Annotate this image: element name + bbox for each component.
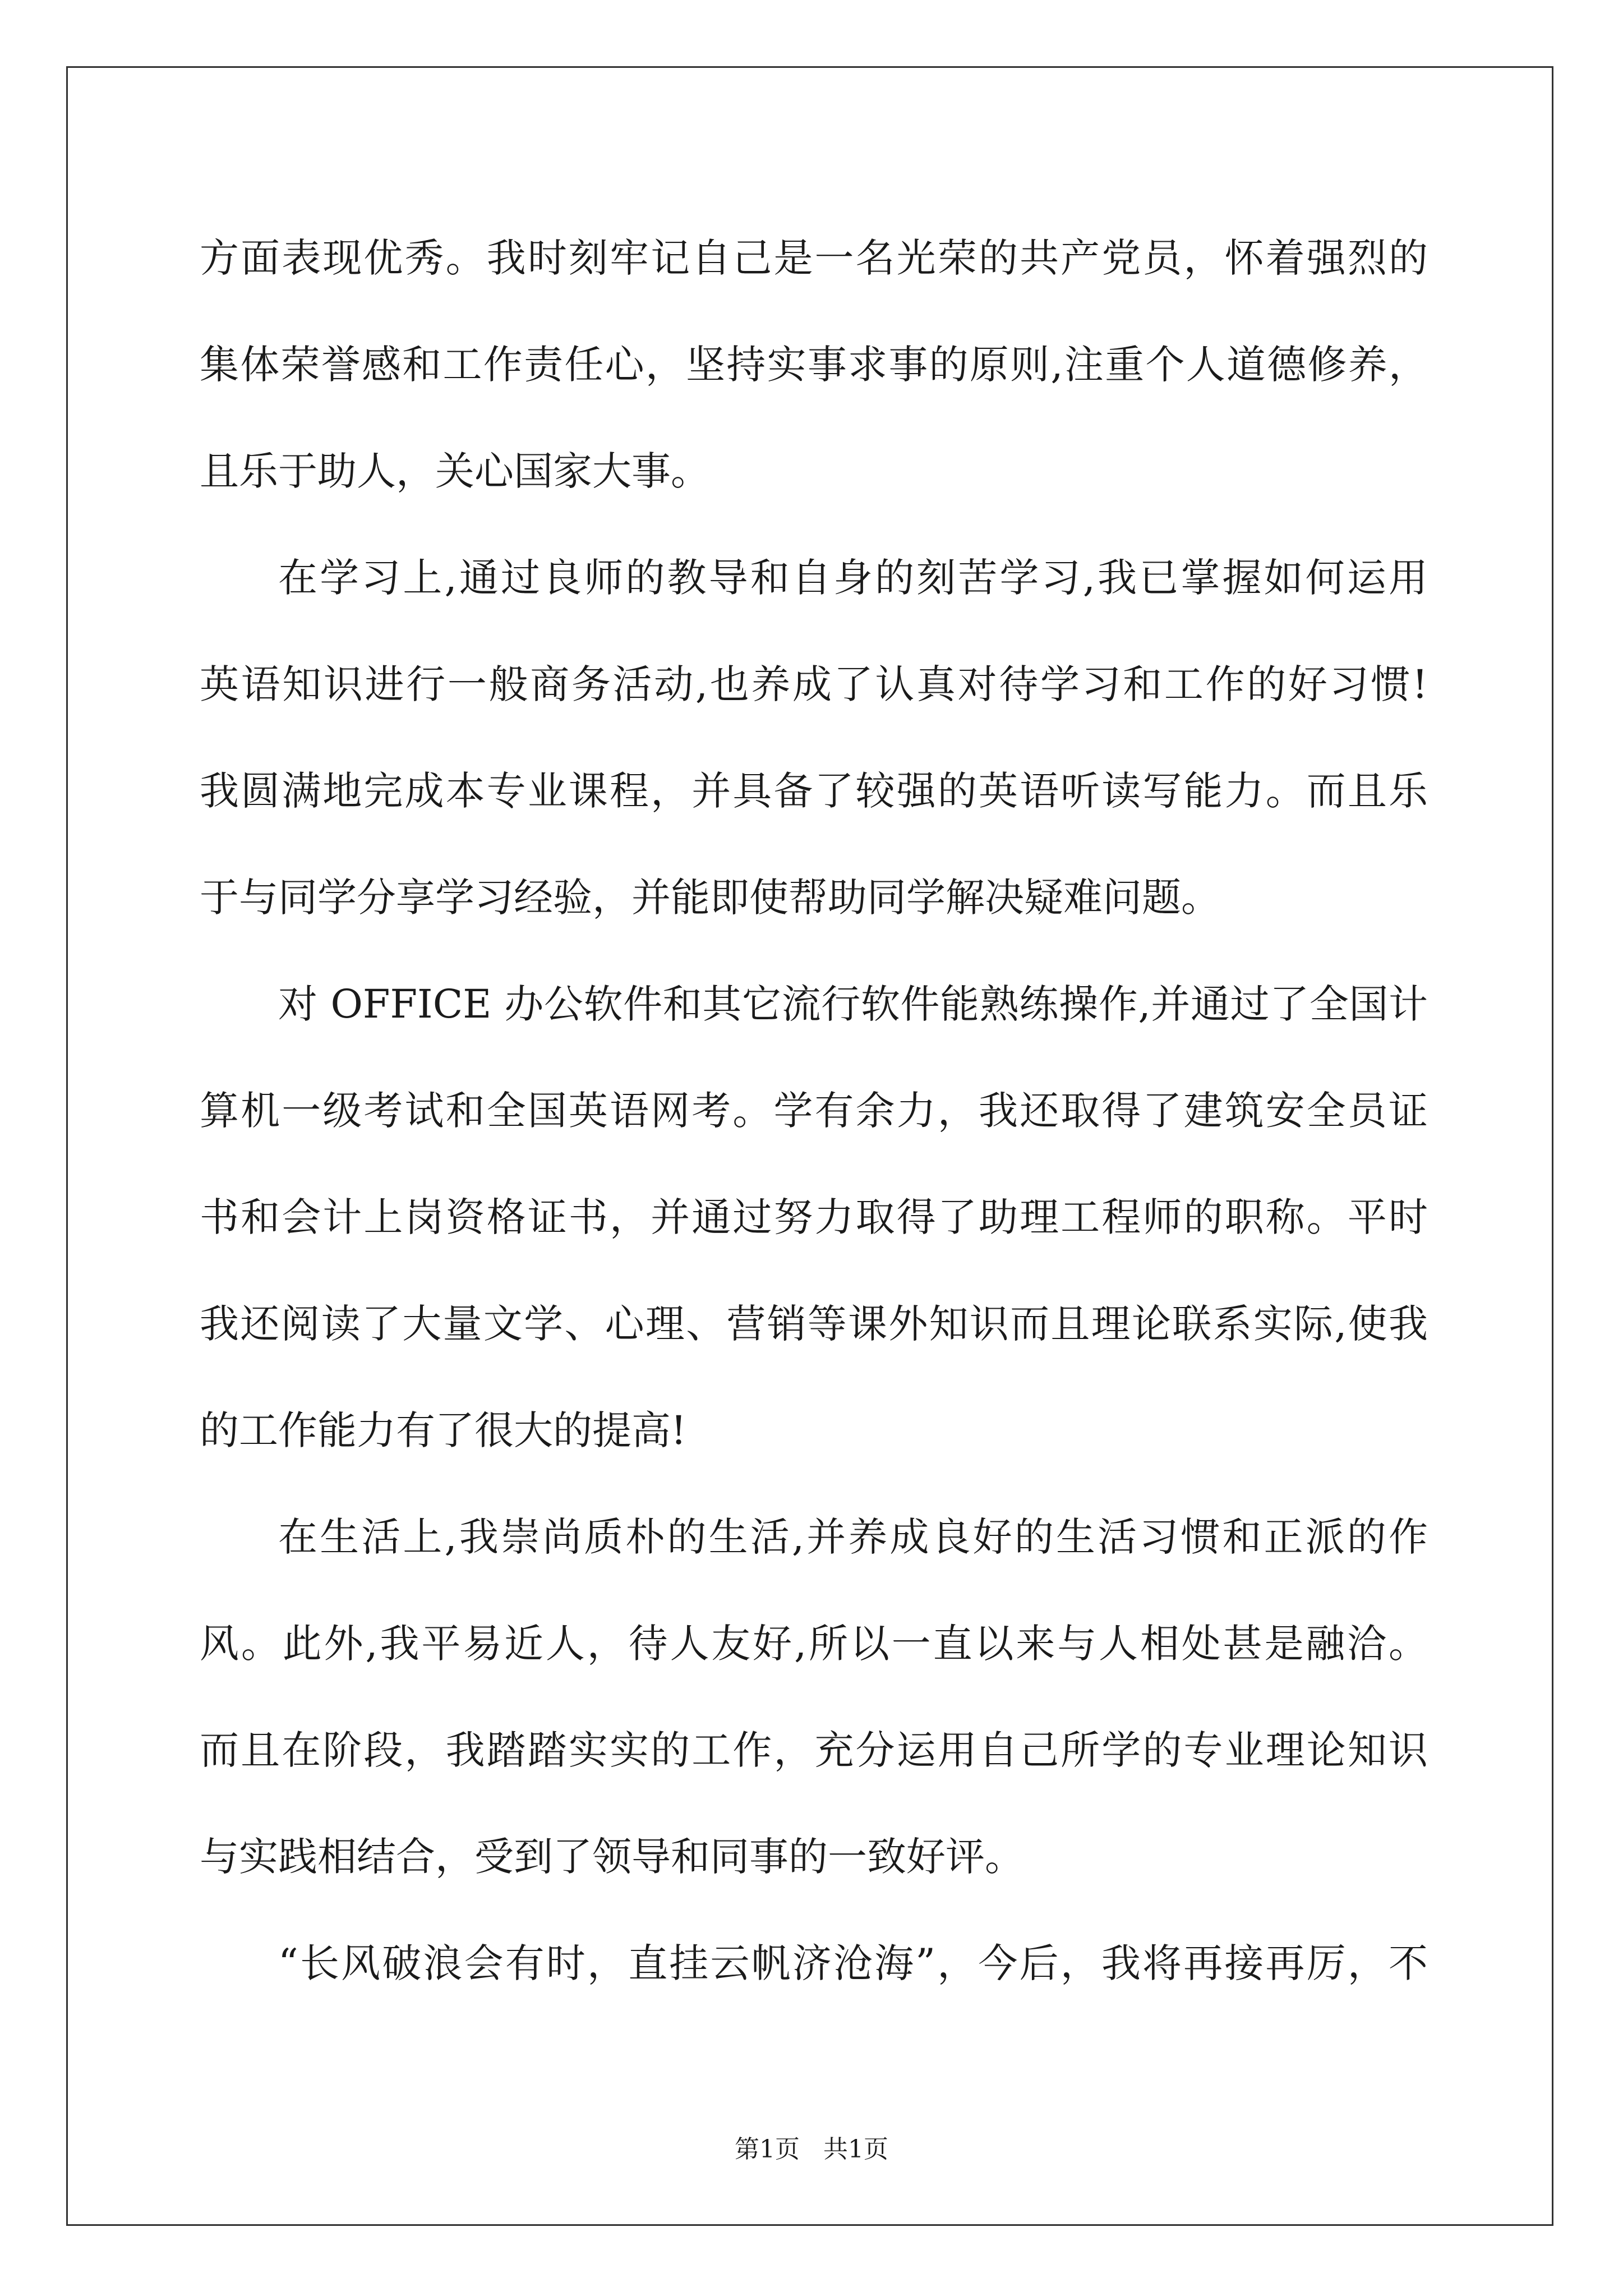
text-line: 英语知识进行一般商务活动,也养成了认真对待学习和工作的好习惯!: [200, 661, 1428, 707]
text-line: 集体荣誉感和工作责任心，坚持实事求事的原则,注重个人道德修养，: [200, 342, 1428, 388]
page-footer: [0, 2129, 1623, 2165]
text-line: 于与同学分享学习经验，并能即使帮助同学解决疑难问题。: [200, 875, 1220, 921]
text-line: 在生活上,我崇尚质朴的生活,并养成良好的生活习惯和正派的作: [278, 1514, 1428, 1560]
text-line: “长风破浪会有时，直挂云帆济沧海”，今后，我将再接再厉，不: [278, 1940, 1428, 1986]
text-line: 我圆满地完成本专业课程，并具备了较强的英语听读写能力。而且乐: [200, 768, 1428, 814]
document-body: [200, 205, 1428, 2017]
text-line: 且乐于助人，关心国家大事。: [200, 448, 710, 494]
text-line: 的工作能力有了很大的提高!: [200, 1407, 687, 1453]
page-number-current: 第1页: [735, 2135, 800, 2164]
text-line: 在学习上,通过良师的教导和自身的刻苦学习,我已掌握如何运用: [278, 555, 1428, 601]
text-line: 风。此外,我平易近人，待人友好,所以一直以来与人相处甚是融洽。: [200, 1621, 1428, 1667]
text-line: 对 OFFICE 办公软件和其它流行软件能熟练操作,并通过了全国计: [278, 981, 1428, 1027]
text-line: 而且在阶段，我踏踏实实的工作，充分运用自己所学的专业理论知识: [200, 1727, 1428, 1773]
text-line: 与实践相结合，受到了领导和同事的一致好评。: [200, 1834, 1024, 1880]
text-line: 算机一级考试和全国英语网考。学有余力，我还取得了建筑安全员证: [200, 1088, 1428, 1134]
page-number-total: 共1页: [823, 2135, 888, 2164]
text-line: 方面表现优秀。我时刻牢记自己是一名光荣的共产党员，怀着强烈的: [200, 235, 1428, 281]
text-line: 书和会计上岗资格证书，并通过努力取得了助理工程师的职称。平时: [200, 1194, 1428, 1240]
text-line: 我还阅读了大量文学、心理、营销等课外知识而且理论联系实际,使我: [200, 1301, 1428, 1347]
